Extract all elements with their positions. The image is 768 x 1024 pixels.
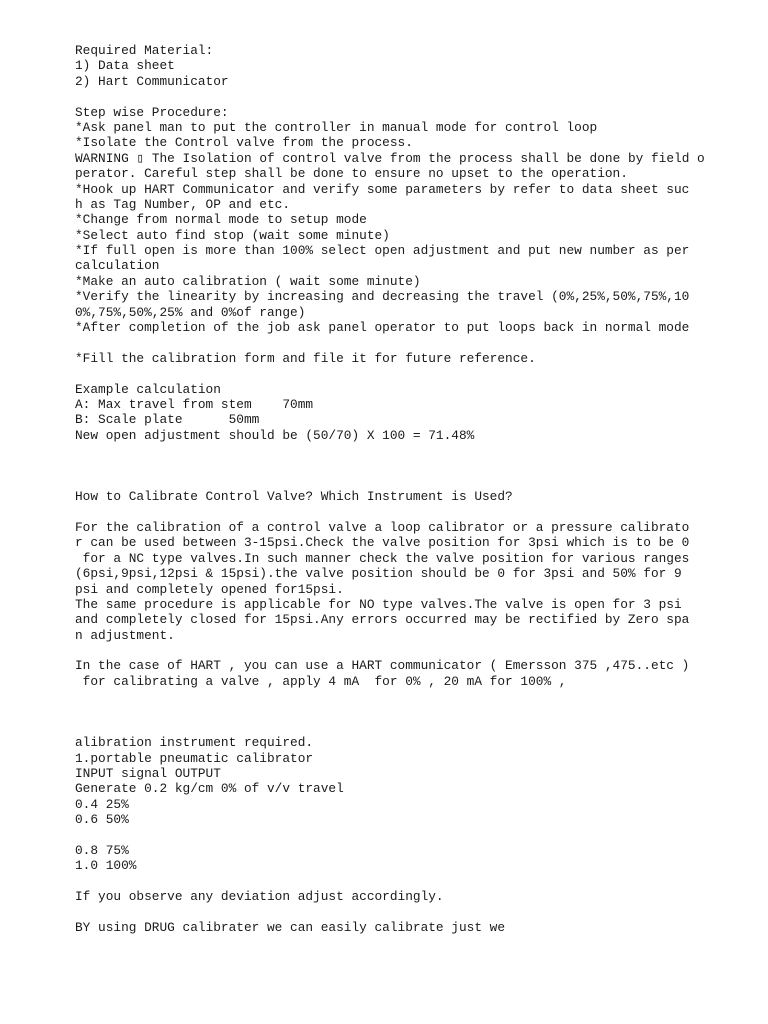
example-heading: Example calculation: [75, 381, 221, 397]
drug-calibrator-line: BY using DRUG calibrater we can easily calibrate just we: [75, 919, 506, 935]
question-paragraph-line: and completely closed for 15psi.Any errors occurred may be rectified by Zero spa: [75, 612, 690, 628]
question-paragraph-line: n adjustment.: [75, 627, 175, 643]
procedure-line: *Make an auto calibration ( wait some minute): [75, 273, 421, 289]
procedure-line: *Select auto find stop (wait some minute): [75, 227, 390, 243]
procedure-line: *Ask panel man to put the controller in manual mode for control loop: [75, 119, 598, 135]
procedure-section: [75, 105, 755, 336]
instrument-line: alibration instrument required.: [75, 735, 314, 751]
instrument-line: INPUT signal OUTPUT: [75, 766, 221, 782]
hart-paragraph-line: In the case of HART , you can use a HART communicator ( Emersson 375 ,475..etc ): [75, 658, 690, 674]
fill-form-line: *Fill the calibration form and file it for future reference.: [75, 350, 536, 366]
procedure-line: *After completion of the job ask panel operator to put loops back in normal mode: [75, 320, 690, 336]
calibrate-question-section: [75, 489, 755, 689]
procedure-line: 0%,75%,50%,25% and 0%of range): [75, 304, 306, 320]
example-line: A: Max travel from stem 70mm: [75, 396, 314, 412]
question-paragraph-line: The same procedure is applicable for NO type valves.The valve is open for 3 psi: [75, 596, 682, 612]
instrument-line: 1.portable pneumatic calibrator: [75, 750, 314, 766]
procedure-line: *Hook up HART Communicator and verify some parameters by refer to data sheet suc: [75, 181, 690, 197]
warning-line: WARNING ▯ The Isolation of control valve from the process shall be done by field o: [75, 150, 705, 166]
material-item: 1) Data sheet: [75, 58, 175, 74]
instrument-line: Generate 0.2 kg/cm 0% of v/v travel: [75, 781, 344, 797]
procedure-line: h as Tag Number, OP and etc.: [75, 196, 291, 212]
procedure-line: *If full open is more than 100% select open adjustment and put new number as per: [75, 243, 690, 259]
document-page: [75, 43, 755, 935]
question-paragraph-line: psi and completely opened for15psi.: [75, 581, 344, 597]
instrument-section: [75, 735, 755, 935]
instrument-line: 1.0 100%: [75, 858, 137, 874]
material-item: 2) Hart Communicator: [75, 73, 229, 89]
required-material-section: [75, 43, 755, 89]
observe-line: If you observe any deviation adjust accordingly.: [75, 889, 444, 905]
procedure-heading: Step wise Procedure:: [75, 104, 229, 120]
procedure-line: perator. Careful step shall be done to ensure no upset to the operation.: [75, 166, 628, 182]
example-line: New open adjustment should be (50/70) X 100 = 71.48%: [75, 427, 475, 443]
question-paragraph-line: For the calibration of a control valve a loop calibrator or a pressure calibrato: [75, 519, 690, 535]
procedure-line: calculation: [75, 258, 160, 274]
required-material-heading: Required Material:: [75, 43, 214, 58]
procedure-line: *Change from normal mode to setup mode: [75, 212, 367, 228]
procedure-line: *Isolate the Control valve from the process.: [75, 135, 413, 151]
instrument-line: 0.4 25%: [75, 796, 129, 812]
question-heading: How to Calibrate Control Valve? Which Instrument is Used?: [75, 489, 513, 505]
example-calculation-section: [75, 382, 755, 444]
example-line: B: Scale plate 50mm: [75, 412, 260, 428]
question-paragraph-line: for a NC type valves.In such manner check the valve position for various ranges: [75, 550, 690, 566]
instrument-line: 0.6 50%: [75, 812, 129, 828]
hart-paragraph-line: for calibrating a valve , apply 4 mA for 0% , 20 mA for 100% ,: [75, 673, 567, 689]
procedure-line: *Verify the linearity by increasing and decreasing the travel (0%,25%,50%,75%,10: [75, 289, 690, 305]
instrument-line: 0.8 75%: [75, 842, 129, 858]
question-paragraph-line: (6psi,9psi,12psi & 15psi).the valve position should be 0 for 3psi and 50% for 9: [75, 566, 682, 582]
question-paragraph-line: r can be used between 3-15psi.Check the valve position for 3psi which is to be 0: [75, 535, 690, 551]
